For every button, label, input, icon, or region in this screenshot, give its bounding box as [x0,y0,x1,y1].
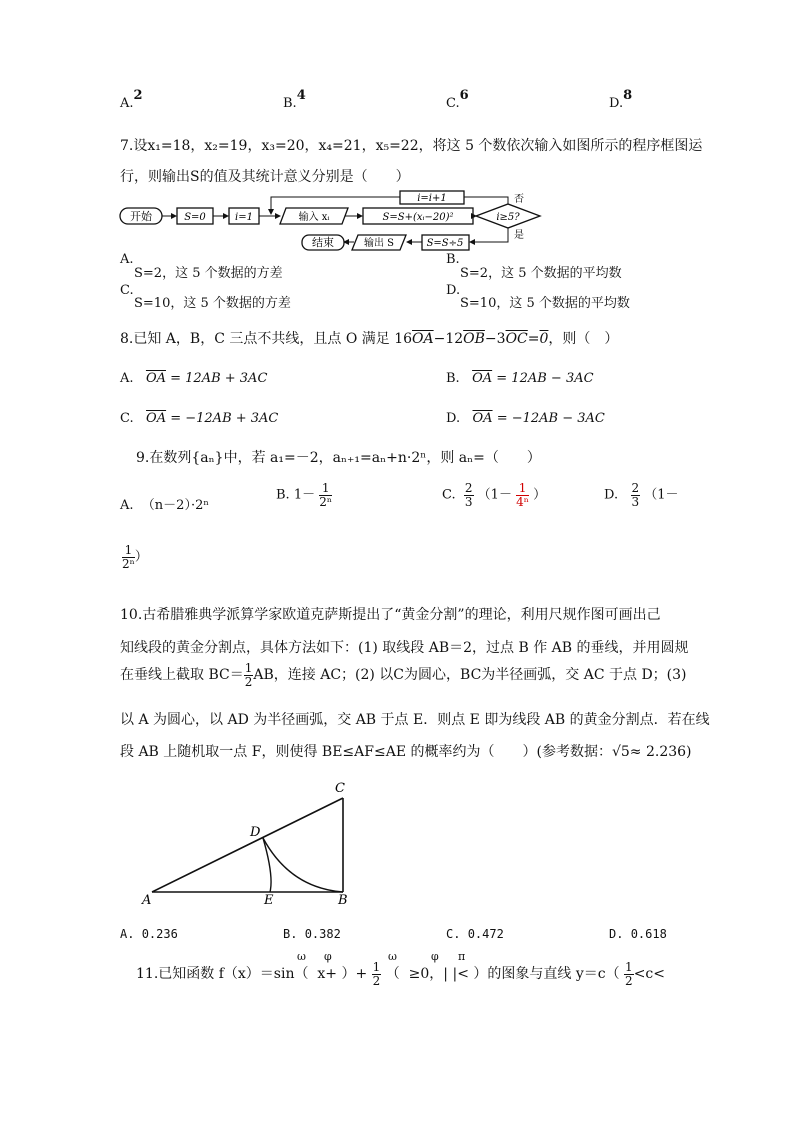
q6-option-b: B.4 [283,88,306,111]
q8-stem: 8.已知 A，B，C 三点不共线，且点 O 满足 $16\overline{OA}-12\overline{OB}-3\overline{OC}=0$，则（ ） [120,331,619,347]
q9-stem: 9.在数列{aₙ}中，若 a₁=－2，aₙ₊₁=aₙ+n·2ⁿ，则 aₙ=（ ） [136,450,541,466]
q10-option-a: A. 0.236 [120,927,178,941]
q9-option-d: D. $\frac{2}{3}$ （1－ [604,481,679,509]
q7-flowchart [118,190,548,256]
q10-option-b: B. 0.382 [283,927,341,941]
sqrt5: √5 [611,744,630,760]
q10-option-c: C. 0.472 [446,927,504,941]
q11-omega1: ω [297,950,306,963]
q11-omega2: ω [388,950,397,963]
q6-option-d-value: 8 [623,88,633,103]
flow-s0-label: S=0 [184,212,206,223]
q7-option-b-text: S=2，这 5 个数据的平均数 [460,266,622,281]
q9-option-b: B. 1－ $\frac{1}{\text{2ⁿ}}$ [276,481,333,509]
q10-line1: 10.古希腊雅典学派算学家欧道克萨斯提出了“黄金分割”的理论，利用尺规作图可画出己 [120,607,661,623]
q8-option-d: D. $\overline{OA} = -12AB - 3AC$ [446,411,605,426]
point-c-label: C [335,781,345,796]
flow-decision-label: i≥5? [496,212,520,223]
flow-yes-label: 是 [514,230,524,241]
flow-start-label: 开始 [130,210,152,223]
q7-option-c-label: C. [120,283,134,298]
point-d-label: D [250,825,261,840]
q6-option-c-value: 6 [459,88,469,103]
q9-option-c: C. $\frac{2}{3}$ （1－ $\frac{1}{\text{4ⁿ}}$ ） [442,481,547,509]
q10-option-d: D. 0.618 [609,927,667,941]
segment-ac [152,798,343,892]
flow-increment-label: i=i+1 [417,193,447,204]
point-a-label: A [142,893,152,906]
q6-option-a: A.2 [120,88,143,111]
q7-option-b-label: B. [446,252,460,267]
point-b-label: B [338,893,348,906]
q8-option-a: A. $\overline{OA} = 12AB + 3AC$ [120,371,268,386]
q9-option-a: A. （n－2）·2ⁿ [120,498,209,513]
q6-option-c: C.6 [446,88,469,111]
q7-option-a-label: A. [120,252,134,267]
q6-option-a-value: 2 [133,88,143,103]
flow-no-label: 否 [514,194,524,205]
q11-stem: 11.已知函数 f（x）＝sin（ x+ ）+ $\frac{1}{2}$ （ ≥0，| |< ）的图象与直线 y＝c（ $\frac{1}{2}$ <c< [136,960,665,988]
q7-stem-line2: 行，则输出S的值及其统计意义分别是（ ） [120,169,410,185]
arc-bd [263,838,343,892]
q9-option-d-continued: $\frac{1}{\text{2ⁿ}}$ ） [122,543,148,571]
flow-divide-label: S=S÷5 [426,238,464,249]
q7-option-c-text: S=10，这 5 个数据的方差 [134,296,291,311]
flow-output-label: 输出 S [363,238,395,249]
flow-i1-label: i=1 [235,212,253,223]
q7-option-a-text: S=2，这 5 个数据的方差 [134,266,283,281]
q6-option-d: D.8 [609,88,633,111]
q6-option-b-value: 4 [296,88,306,103]
q7-stem-line1: 7.设x₁=18，x₂=19，x₃=20，x₄=21，x₅=22，将这 5 个数依次输入如图所示的程序框图运 [120,138,703,154]
q9-option-c-red-fraction: $\frac{1}{\text{4ⁿ}}$ [516,481,529,509]
q11-phi2: φ [431,950,439,963]
flow-sum-label: S=S+(xᵢ−20)² [382,212,454,223]
q11-pi: π [458,950,466,963]
q10-figure [140,776,360,906]
q10-line2: 知线段的黄金分割点，具体方法如下：(1) 取线段 AB＝2，过点 B 作 AB 的垂线，并用圆规 [120,640,689,656]
q8-option-c: C. $\overline{OA} = -12AB + 3AC$ [120,411,279,426]
flow-input-label: 输入 xᵢ [298,212,330,223]
q8-option-b: B. $\overline{OA} = 12AB - 3AC$ [446,371,594,386]
point-e-label: E [264,893,274,906]
q10-line5: 段 AB 上随机取一点 F，则使得 BE≤AF≤AE 的概率约为（ ）(参考数据：√5≈ 2.236) [120,744,692,760]
q10-line4: 以 A 为圆心，以 AD 为半径画弧，交 AB 于点 E．则点 E 即为线段 AB 的黄金分割点．若在线 [120,712,710,728]
flow-end-label: 结束 [312,236,334,249]
q11-phi1: φ [324,950,332,963]
q7-option-d-label: D. [446,283,461,298]
q7-option-d-text: S=10，这 5 个数据的平均数 [460,296,630,311]
q10-line3: 在垂线上截取 BC＝ $\frac{1}{2}$ AB，连接 AC；(2) 以C为圆心，BC为半径画弧，交 AC 于点 D；(3) [120,661,687,689]
